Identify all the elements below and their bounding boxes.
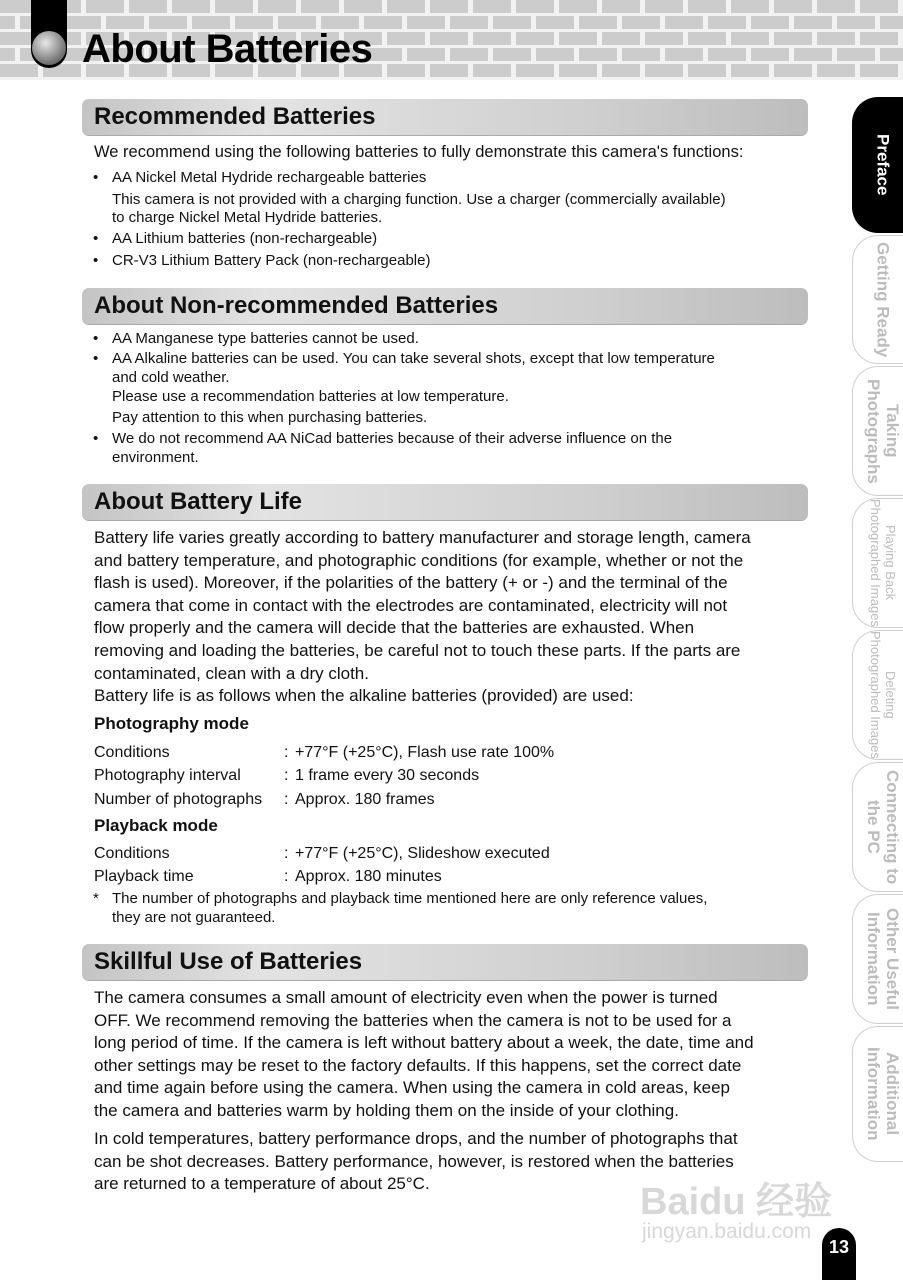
section-heading-skillful-use — [82, 944, 808, 980]
bullet-icon: • — [93, 350, 99, 367]
non-recommended-item-3: We do not recommend AA NiCad batteries because of their adverse influence on the — [112, 430, 673, 447]
spec-colon: : — [284, 868, 289, 885]
side-tab-preface[interactable] — [852, 97, 903, 233]
spec-label: Conditions — [94, 845, 170, 862]
text-line: flow properly and the camera will decide that the batteries are exhausted. When — [94, 618, 695, 638]
side-tab-label: Playing Back Photographed Images — [868, 499, 898, 627]
spec-colon: : — [284, 791, 289, 808]
spec-value: +77°F (+25°C), Slideshow executed — [295, 845, 550, 862]
section-heading-non-recommended — [82, 288, 808, 324]
watermark-url: jingyan.baidu.com — [642, 1220, 812, 1243]
text-line: flash is used). Moreover, if the polarities of the battery (+ or -) and the terminal of the — [94, 573, 728, 593]
spec-label: Conditions — [94, 744, 170, 761]
spec-label: Playback time — [94, 868, 194, 885]
bullet-icon: • — [93, 430, 99, 447]
recommended-item-1-note-2: to charge Nickel Metal Hydride batteries. — [112, 209, 383, 226]
text-line: removing and loading the batteries, be careful not to touch these parts. If the parts are — [94, 640, 741, 660]
side-tab-label: Connecting to the PC — [864, 769, 902, 885]
section-heading-text: Skillful Use of Batteries — [94, 948, 363, 975]
spec-value: Approx. 180 frames — [295, 791, 435, 808]
battery-life-paragraph — [94, 527, 809, 708]
side-tab-label: Getting Ready — [873, 241, 893, 358]
playback-mode-title: Playback mode — [94, 816, 218, 835]
recommended-item-1: AA Nickel Metal Hydride rechargeable batteries — [112, 169, 427, 186]
non-recommended-item-2-cont: and cold weather. — [112, 369, 230, 386]
bullet-icon: • — [93, 169, 99, 186]
side-tab-other-useful[interactable] — [852, 894, 903, 1024]
text-line: The camera consumes a small amount of electricity even when the power is turned — [94, 988, 718, 1007]
non-recommended-item-2-note-2: Pay attention to this when purchasing batteries. — [112, 409, 428, 426]
spec-label: Number of photographs — [94, 791, 263, 808]
side-tab-label: Other Useful Information — [864, 907, 902, 1011]
text-line: camera that come in contact with the electrodes are contaminated, electricity will not — [94, 595, 728, 615]
page-number: 13 — [822, 1228, 856, 1280]
spec-value: 1 frame every 30 seconds — [295, 767, 480, 784]
non-recommended-item-2: AA Alkaline batteries can be used. You can take several shots, except that low temperature — [112, 350, 715, 367]
side-tab-getting-ready[interactable] — [852, 235, 903, 364]
text-line: In cold temperatures, battery performance drops, and the number of photographs that — [94, 1129, 738, 1148]
spec-label: Photography interval — [94, 767, 241, 784]
text-line: the camera and batteries warm by holding them on the inside of your clothing. — [94, 1100, 679, 1120]
text-line: can be shot decreases. Battery performance, however, is restored when the batteries — [94, 1151, 734, 1171]
text-line: and battery temperature, and photographic conditions (for example, whether or not the — [94, 550, 744, 570]
section-heading-text: About Non-recommended Batteries — [94, 292, 499, 319]
side-tab-deleting[interactable] — [852, 630, 903, 760]
side-tab-playing-back[interactable] — [852, 498, 903, 628]
text-line: and time again before using the camera. When using the camera in cold areas, keep — [94, 1078, 730, 1098]
section-heading-text: Recommended Batteries — [94, 103, 376, 130]
text-line: are returned to a temperature of about 25°C. — [94, 1174, 430, 1194]
bullet-icon: • — [93, 330, 99, 347]
footnote-asterisk: * — [93, 890, 99, 907]
photography-mode-title: Photography mode — [94, 714, 249, 733]
bullet-icon: • — [93, 230, 99, 247]
spec-colon: : — [284, 767, 289, 784]
watermark-logo: Baidu 经验 — [640, 1181, 833, 1223]
text-line: contaminated, clean with a dry cloth. — [94, 663, 369, 683]
skillful-paragraph-1 — [94, 987, 809, 1123]
text-line: long period of time. If the camera is left without battery about a week, the date, time and — [94, 1033, 754, 1053]
side-tab-label: Deleting Photographed Images — [868, 631, 898, 759]
footnote-line-2: they are not guaranteed. — [112, 909, 276, 926]
side-tab-label: Additional Information — [864, 1047, 902, 1141]
side-tab-taking-photographs[interactable] — [852, 366, 903, 496]
text-line: OFF. We recommend removing the batteries when the camera is not to be used for a — [94, 1010, 732, 1030]
non-recommended-item-1: AA Manganese type batteries cannot be used. — [112, 330, 419, 347]
page-title: About Batteries — [82, 27, 373, 71]
text-line: other settings may be reset to the factory defaults. If this happens, set the correct date — [94, 1055, 742, 1075]
spec-colon: : — [284, 845, 289, 862]
spec-value: Approx. 180 minutes — [295, 868, 442, 885]
side-tab-label: Preface — [873, 134, 893, 196]
side-tab-label: Taking Photographs — [864, 378, 902, 484]
non-recommended-item-3-cont: environment. — [112, 449, 199, 466]
side-tab-additional-info[interactable] — [852, 1026, 903, 1162]
non-recommended-item-2-note-1: Please use a recommendation batteries at low temperature. — [112, 388, 509, 405]
section-heading-recommended — [82, 99, 808, 135]
recommended-intro: We recommend using the following batteries to fully demonstrate this camera's functions: — [94, 143, 744, 161]
title-bullet-ball-icon — [32, 31, 66, 65]
section-heading-text: About Battery Life — [94, 488, 303, 515]
side-tab-connecting-pc[interactable] — [852, 762, 903, 892]
recommended-item-1-note-1: This camera is not provided with a charging function. Use a charger (commercially available) — [112, 191, 726, 208]
footnote-line-1: The number of photographs and playback time mentioned here are only reference values, — [112, 890, 708, 907]
bullet-icon: • — [93, 252, 99, 269]
text-line: Battery life varies greatly according to battery manufacturer and storage length, camera — [94, 528, 751, 547]
spec-value: +77°F (+25°C), Flash use rate 100% — [295, 744, 555, 761]
spec-colon: : — [284, 744, 289, 761]
text-line: Battery life is as follows when the alkaline batteries (provided) are used: — [94, 686, 634, 706]
recommended-item-3: CR-V3 Lithium Battery Pack (non-rechargeable) — [112, 252, 431, 269]
section-heading-battery-life — [82, 484, 808, 520]
recommended-item-2: AA Lithium batteries (non-rechargeable) — [112, 230, 378, 247]
